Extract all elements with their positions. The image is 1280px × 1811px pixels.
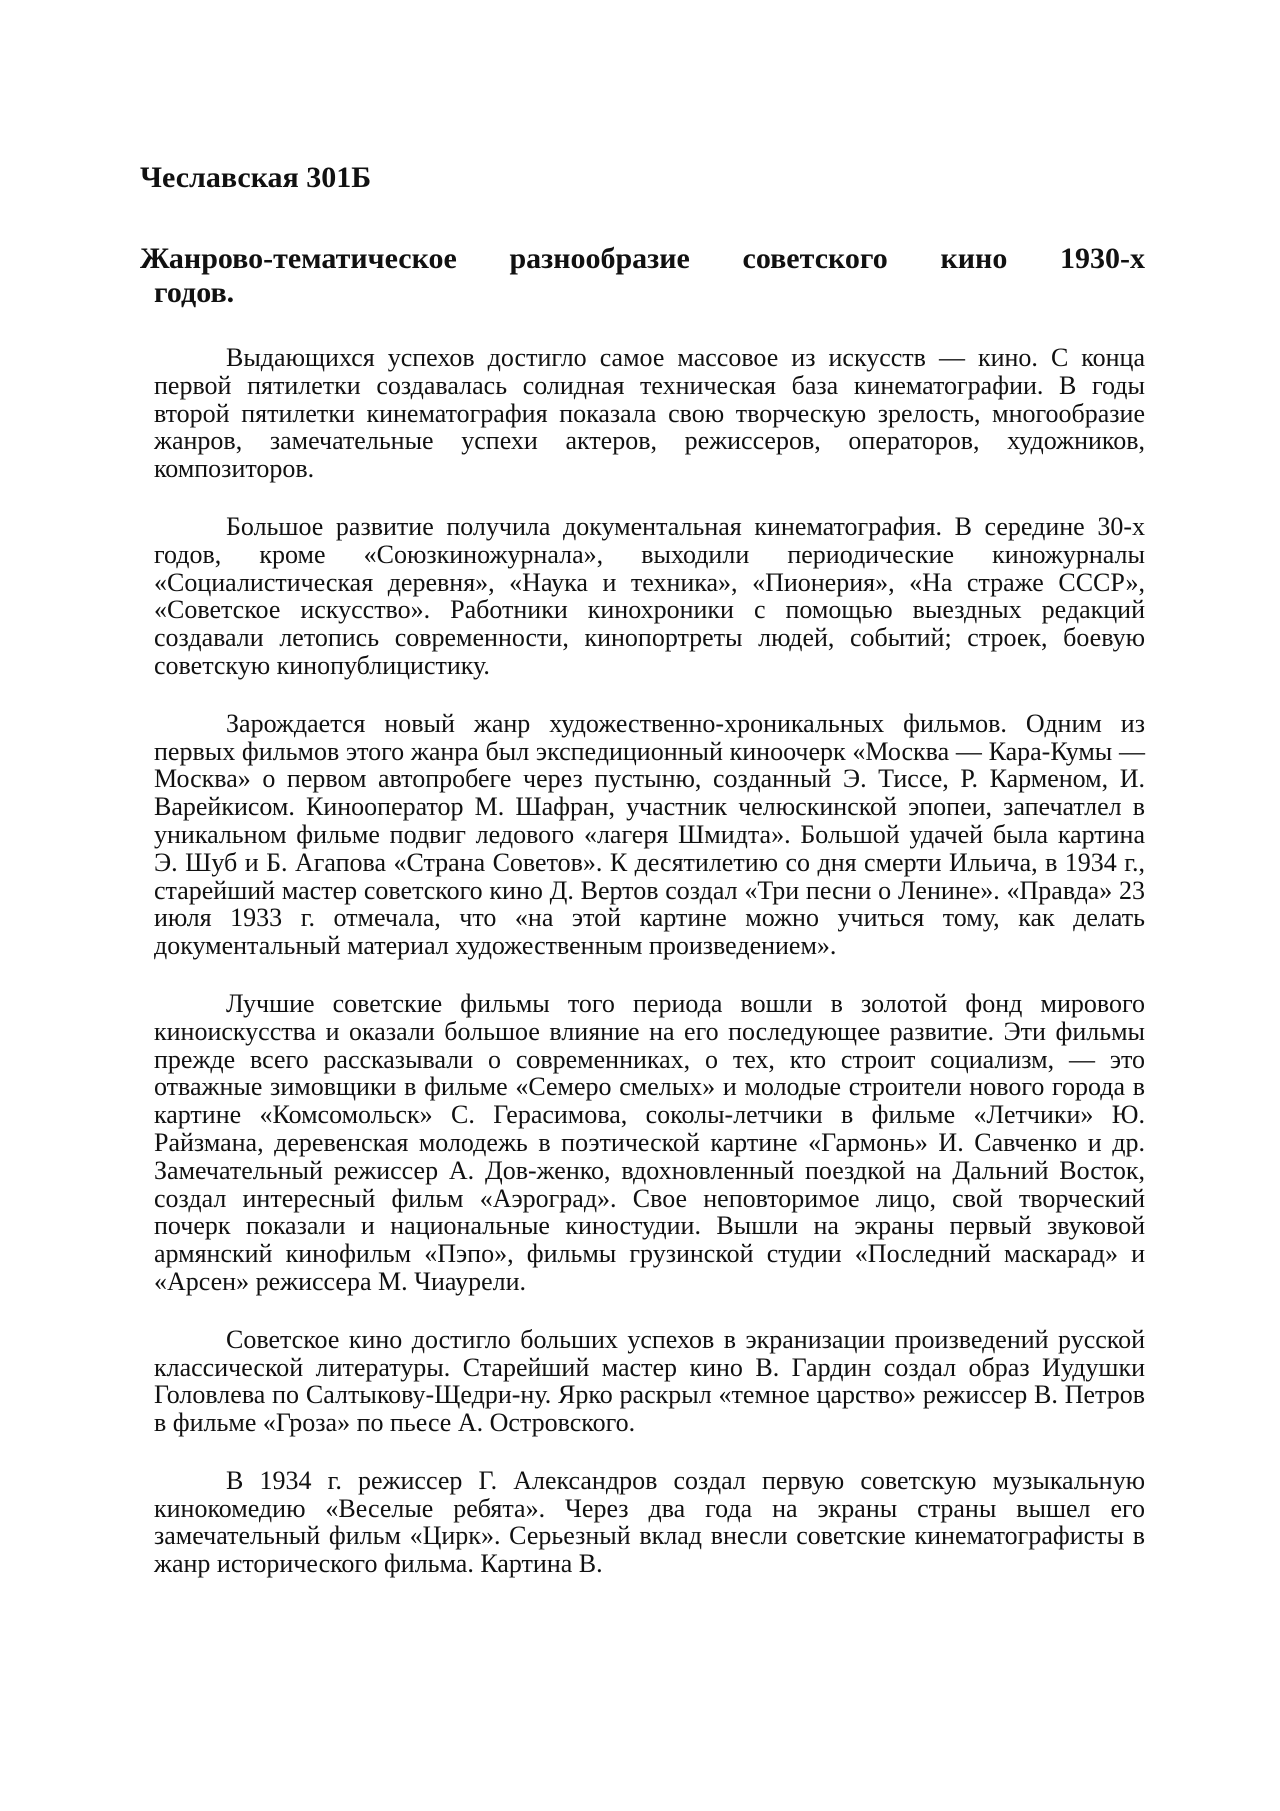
document-body [154, 344, 1145, 1578]
paragraph-5: Советское кино достигло больших успехов в экранизации произведений русской классической литературы. Старейший мастер кино В. Гардин создал образ Иудушки Головлева по Салтыкову-Щедри-ну. Ярко раскрыл «темное царство» режиссер В. Петров в фильме «Гроза» по пьесе А. Островского. [154, 1324, 1145, 1438]
title-line-2: годов. [154, 276, 235, 309]
paragraph-4: Лучшие советские фильмы того периода вошли в золотой фонд мирового киноискусства и оказали большое влияние на его последующее развитие. Эти фильмы прежде всего рассказывали о современниках, о тех, кто строит социализм, — это отважные зимовщики в фильме «Семеро смелых» и молодые строители нового города в картине «Комсомольск» С. Герасимова, соколы-летчики в фильме «Летчики» Ю. Райзмана, деревенская молодежь в поэтической картине «Гармонь» И. Савченко и др. Замечательный режиссер А. Дов-женко, вдохновленный поездкой на Дальний Восток, создал интересный фильм «Аэроград». Свое неповторимое лицо, свой творческий почерк показали и национальные киностудии. Вышли на экраны первый звуковой армянский кинофильм «Пэпо», фильмы грузинской студии «Последний маскарад» и «Арсен» режиссера М. Чиаурели. [154, 988, 1145, 1296]
title-line-1: Жанрово-тематическое разнообразие советского кино 1930-х [140, 242, 1145, 275]
paragraph-1: Выдающихся успехов достигло самое массовое из искусств — кино. С конца первой пятилетки создавалась солидная техническая база кинематографии. В годы второй пятилетки кинематография показала свою творческую зрелость, многообразие жанров, замечательные успехи актеров, режиссеров, операторов, художников, композиторов. [154, 343, 1145, 484]
author-heading: Чеславская 301Б [140, 161, 372, 194]
paragraph-2: Большое развитие получила документальная кинематография. В середине 30-х годов, кроме «Союзкиножурнала», выходили периодические киножурналы «Социалистическая деревня», «Наука и техника», «Пионерия», «На страже СССР», «Советское искусство». Работники кинохроники с помощью выездных редакций создавали летопись современности, кинопортреты людей, событий; строек, боевую советскую кинопублицистику. [154, 511, 1145, 680]
paragraph-6: В 1934 г. режиссер Г. Александров создал первую советскую музыкальную кинокомедию «Веселые ребята». Через два года на экраны страны вышел его замечательный фильм «Цирк». Серьезный вклад внесли советские кинематографисты в жанр исторического фильма. Картина В. [154, 1465, 1145, 1579]
paragraph-3: Зарождается новый жанр художественно-хроникальных фильмов. Одним из первых фильмов этого жанра был экспедиционный киноочерк «Москва — Кара-Кумы — Москва» о первом автопробеге через пустыню, созданный Э. Тиссе, Р. Карменом, И. Варейкисом. Кинооператор М. Шафран, участник челюскинской эпопеи, запечатлел в уникальном фильме подвиг ледового «лагеря Шмидта». Большой удачей была картина Э. Шуб и Б. Агапова «Страна Советов». К десятилетию со дня смерти Ильича, в 1934 г., старейший мастер советского кино Д. Вертов создал «Три песни о Ленине». «Правда» 23 июля 1933 г. отмечала, что «на этой картине можно учиться тому, как делать документальный материал художественным произведением». [154, 708, 1145, 961]
document-title [140, 242, 1145, 310]
